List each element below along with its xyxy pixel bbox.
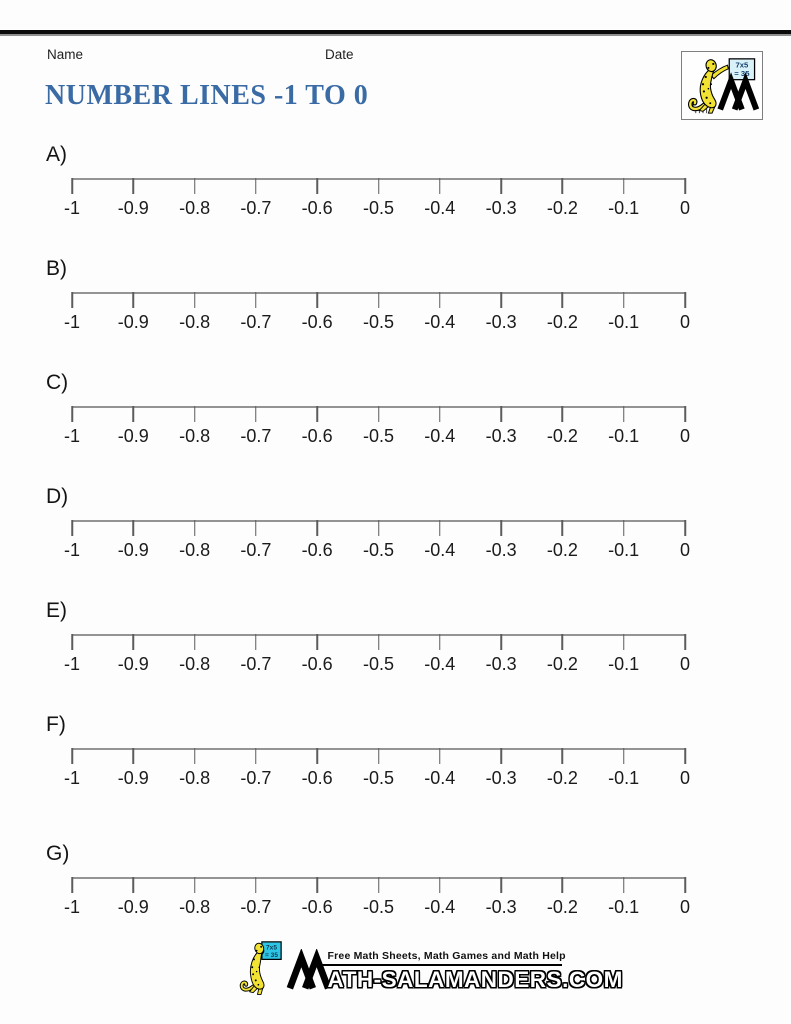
tick-label: -0.8 [179, 198, 211, 218]
tick-label: -0.7 [240, 654, 272, 674]
tick-label: -1 [63, 897, 81, 917]
tick-mark [378, 292, 380, 308]
tick-mark [133, 406, 135, 422]
tick-label: -1 [63, 198, 81, 218]
tick-mark [439, 178, 441, 194]
tick-mark [562, 292, 564, 308]
tick-label: -0.9 [117, 198, 149, 218]
tick-label: -0.3 [485, 540, 517, 560]
tick-label: 0 [679, 198, 691, 218]
tick-mark [623, 634, 625, 650]
tick-label: -0.2 [546, 654, 578, 674]
tick-mark [623, 178, 625, 194]
tick-label: -0.8 [179, 768, 211, 788]
tick-label: 0 [679, 312, 691, 332]
section-label: C) [46, 371, 69, 394]
number-line [63, 877, 691, 921]
tick-mark [316, 406, 318, 422]
number-line [63, 634, 691, 678]
tick-label: -0.2 [546, 540, 578, 560]
tick-label: -0.9 [117, 426, 149, 446]
tick-label: -0.7 [240, 198, 272, 218]
section-label: E) [46, 599, 67, 622]
tick-mark [684, 520, 686, 536]
number-line-section [0, 713, 791, 792]
tick-mark [562, 634, 564, 650]
tick-mark [133, 178, 135, 194]
tick-label: -0.7 [240, 768, 272, 788]
number-line-section [0, 371, 791, 450]
tick-label: -0.8 [179, 312, 211, 332]
tick-label: -0.1 [608, 768, 640, 788]
tick-mark [562, 748, 564, 764]
number-line-section [0, 257, 791, 336]
number-line [63, 292, 691, 336]
logo-board-text-1: 7x5 [735, 59, 749, 69]
tick-label: -0.8 [179, 897, 211, 917]
footer-board-text-2: = 35 [264, 951, 278, 959]
tick-mark [684, 748, 686, 764]
tick-mark [500, 520, 502, 536]
tick-mark [500, 292, 502, 308]
tick-mark [194, 877, 196, 893]
tick-mark [500, 877, 502, 893]
tick-mark [316, 520, 318, 536]
tick-label: -0.2 [546, 897, 578, 917]
tick-label: -0.9 [117, 897, 149, 917]
tick-mark [684, 634, 686, 650]
tick-label: -0.9 [117, 312, 149, 332]
footer-salamander-icon [230, 941, 292, 997]
tick-label: -0.3 [485, 768, 517, 788]
tick-mark [378, 877, 380, 893]
tick-mark [316, 178, 318, 194]
tick-label: -1 [63, 312, 81, 332]
tick-label: -0.1 [608, 897, 640, 917]
footer-rule [316, 964, 562, 966]
tick-label: -0.4 [424, 768, 456, 788]
footer-branding [230, 941, 623, 997]
section-label: A) [46, 143, 67, 166]
top-divider-rule [0, 30, 791, 36]
tick-mark [623, 748, 625, 764]
tick-mark [316, 748, 318, 764]
tick-label: 0 [679, 540, 691, 560]
tick-mark [623, 877, 625, 893]
tick-mark [255, 634, 257, 650]
tick-label: -0.5 [362, 312, 395, 332]
tick-mark [255, 178, 257, 194]
tick-label: -0.5 [362, 897, 395, 917]
tick-label: -0.7 [240, 426, 272, 446]
tick-label: -0.9 [117, 540, 149, 560]
tick-mark [439, 292, 441, 308]
tick-label: -0.8 [179, 654, 211, 674]
tick-mark [500, 406, 502, 422]
footer-m-icon [286, 949, 332, 997]
tick-mark [71, 877, 73, 893]
tick-mark [194, 634, 196, 650]
section-label: G) [46, 842, 70, 865]
tick-mark [194, 520, 196, 536]
date-label: Date [325, 47, 354, 62]
tick-mark [623, 292, 625, 308]
tick-mark [71, 634, 73, 650]
tick-mark [71, 520, 73, 536]
number-line [63, 520, 691, 564]
tick-mark [133, 877, 135, 893]
number-line [63, 178, 691, 222]
section-label: D) [46, 485, 69, 508]
number-line-section [0, 599, 791, 678]
tick-mark [623, 520, 625, 536]
tick-mark [316, 634, 318, 650]
tick-label: -0.1 [608, 426, 640, 446]
name-label: Name [47, 47, 84, 62]
tick-label: -1 [63, 768, 81, 788]
tick-label: -0.6 [301, 312, 333, 332]
tick-label: -0.6 [301, 198, 333, 218]
tick-mark [684, 406, 686, 422]
section-label: B) [46, 257, 67, 280]
tick-mark [439, 877, 441, 893]
tick-mark [439, 520, 441, 536]
tick-mark [378, 178, 380, 194]
tick-mark [562, 877, 564, 893]
tick-mark [133, 634, 135, 650]
page-title: NUMBER LINES -1 TO 0 [45, 80, 369, 111]
tick-label: -0.3 [485, 198, 517, 218]
tick-mark [255, 877, 257, 893]
tick-mark [378, 406, 380, 422]
number-line-section [0, 485, 791, 564]
tick-mark [500, 178, 502, 194]
tick-mark [255, 520, 257, 536]
tick-mark [71, 406, 73, 422]
tick-mark [378, 634, 380, 650]
tick-label: -0.3 [485, 312, 517, 332]
footer-site-text: ATH-SALAMANDERS.COM [327, 967, 623, 992]
tick-label: -0.5 [362, 654, 395, 674]
tick-label: 0 [679, 768, 691, 788]
tick-label: -0.4 [424, 897, 456, 917]
tick-mark [71, 292, 73, 308]
tick-mark [439, 634, 441, 650]
number-line [63, 748, 691, 792]
tick-label: -0.5 [362, 540, 395, 560]
tick-mark [71, 178, 73, 194]
tick-mark [500, 748, 502, 764]
tick-label: -0.7 [240, 897, 272, 917]
tick-mark [623, 406, 625, 422]
tick-mark [378, 748, 380, 764]
tick-label: -1 [63, 426, 81, 446]
tick-label: -0.6 [301, 540, 333, 560]
tick-label: -0.1 [608, 198, 640, 218]
number-line-section [0, 842, 791, 921]
tick-label: -0.6 [301, 426, 333, 446]
tick-mark [316, 877, 318, 893]
tick-mark [439, 748, 441, 764]
tick-label: -0.6 [301, 654, 333, 674]
tick-label: -0.4 [424, 654, 456, 674]
tick-mark [194, 292, 196, 308]
tick-label: -0.4 [424, 540, 456, 560]
tick-label: -0.4 [424, 312, 456, 332]
tick-mark [133, 748, 135, 764]
tick-mark [562, 406, 564, 422]
tick-label: -1 [63, 654, 81, 674]
tick-mark [194, 406, 196, 422]
tick-label: -0.3 [485, 426, 517, 446]
tick-label: -0.2 [546, 426, 578, 446]
tick-mark [255, 292, 257, 308]
tick-mark [133, 520, 135, 536]
tick-label: 0 [679, 654, 691, 674]
tick-label: -0.1 [608, 654, 640, 674]
tick-mark [378, 520, 380, 536]
tick-mark [316, 292, 318, 308]
number-line [63, 406, 691, 450]
tick-label: -0.3 [485, 897, 517, 917]
footer-board-text-1: 7x5 [265, 944, 277, 952]
tick-label: -0.7 [240, 312, 272, 332]
tick-mark [562, 178, 564, 194]
tick-label: -0.8 [179, 426, 211, 446]
tick-mark [684, 877, 686, 893]
number-line-section [0, 143, 791, 222]
salamander-icon [684, 55, 760, 117]
tick-label: -0.5 [362, 768, 395, 788]
tick-mark [562, 520, 564, 536]
tick-label: -0.9 [117, 768, 149, 788]
tick-label: -0.7 [240, 540, 272, 560]
tick-mark [71, 748, 73, 764]
tick-label: -1 [63, 540, 81, 560]
tick-mark [684, 292, 686, 308]
tick-mark [133, 292, 135, 308]
tick-label: -0.6 [301, 768, 333, 788]
tick-label: -0.1 [608, 312, 640, 332]
tick-mark [684, 178, 686, 194]
tick-label: -0.6 [301, 897, 333, 917]
tick-label: -0.2 [546, 312, 578, 332]
tick-label: -0.1 [608, 540, 640, 560]
tick-label: 0 [679, 426, 691, 446]
footer-tagline: Free Math Sheets, Math Games and Math Help [327, 950, 566, 962]
tick-mark [194, 748, 196, 764]
tick-label: -0.4 [424, 198, 456, 218]
tick-mark [255, 406, 257, 422]
tick-label: -0.2 [546, 198, 578, 218]
tick-label: -0.2 [546, 768, 578, 788]
tick-label: -0.5 [362, 426, 395, 446]
tick-mark [500, 634, 502, 650]
tick-label: -0.9 [117, 654, 149, 674]
tick-label: -0.3 [485, 654, 517, 674]
tick-mark [194, 178, 196, 194]
tick-label: 0 [679, 897, 691, 917]
tick-label: -0.5 [362, 198, 395, 218]
tick-label: -0.8 [179, 540, 211, 560]
section-label: F) [46, 713, 66, 736]
tick-mark [255, 748, 257, 764]
math-salamanders-logo [681, 51, 763, 120]
sections [0, 143, 791, 921]
logo-board-text-2: = 35 [734, 68, 750, 78]
tick-label: -0.4 [424, 426, 456, 446]
tick-mark [439, 406, 441, 422]
